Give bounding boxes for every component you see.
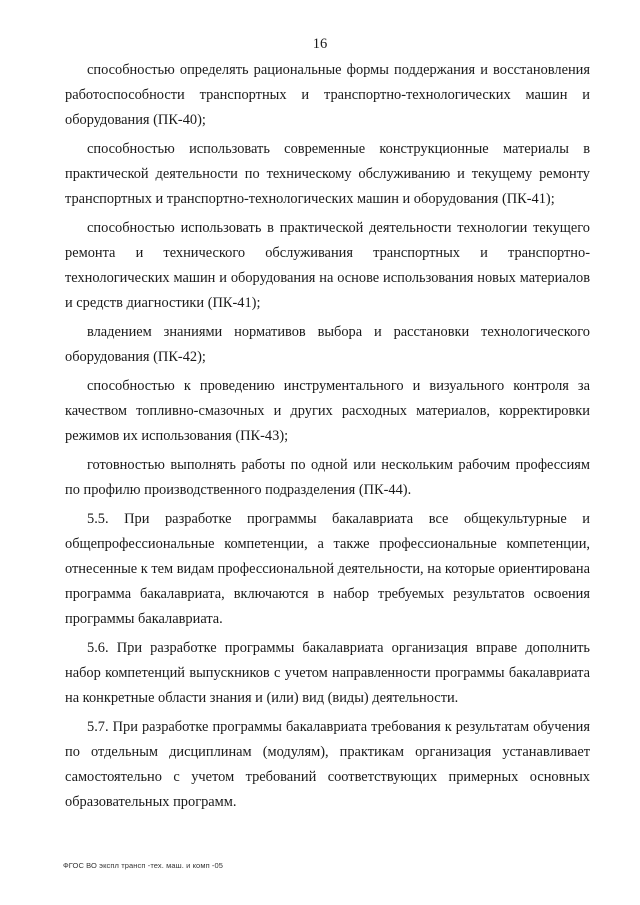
paragraph-pk43: способностью к проведению инструментального и визуального контроля за качеством топливно-смазочных и других расходных материалов, корректировки режимов их использования (ПК-43);: [65, 378, 590, 444]
paragraph-5-7: 5.7. При разработке программы бакалавриата требования к результатам обучения по отдельным дисциплинам (модулям), практикам организация устанавливает самостоятельно с учетом требований соответствующих примерных основных образовательных программ.: [65, 719, 590, 810]
page-footer: ФГОС ВО экспл трансп -тех. маш. и комп -05: [63, 861, 224, 870]
paragraph-pk44: готовностью выполнять работы по одной или нескольким рабочим профессиям по профилю производственного подразделения (ПК-44).: [65, 457, 590, 498]
paragraph-pk41-technologies: способностью использовать в практической деятельности технологии текущего ремонта и технического обслуживания транспортных и транспортно-технологических машин и оборудования на основе использования новых материалов и средств диагностики (ПК-41);: [65, 220, 590, 311]
paragraph-5-6: 5.6. При разработке программы бакалавриата организация вправе дополнить набор компетенций выпускников с учетом направленности программы бакалавриата на конкретные области знания и (или) вид (виды) деятельности.: [65, 640, 590, 706]
page-number: 16: [312, 36, 328, 52]
paragraph-5-5: 5.5. При разработке программы бакалавриата все общекультурные и общепрофессиональные компетенции, а также профессиональные компетенции, отнесенные к тем видам профессиональной деятельности, на которые ориентирована программа бакалавриата, включаются в набор требуемых результатов освоения программы бакалавриата.: [65, 511, 590, 627]
paragraph-pk42: владением знаниями нормативов выбора и расстановки технологического оборудования (ПК-42);: [65, 324, 590, 365]
body-text: [65, 58, 590, 815]
paragraph-pk40: способностью определять рациональные формы поддержания и восстановления работоспособности транспортных и транспортно-технологических машин и оборудования (ПК-40);: [65, 62, 590, 128]
paragraph-pk41-materials: способностью использовать современные конструкционные материалы в практической деятельности по техническому обслуживанию и текущему ремонту транспортных и транспортно-технологических машин и оборудования (ПК-41);: [65, 141, 590, 207]
